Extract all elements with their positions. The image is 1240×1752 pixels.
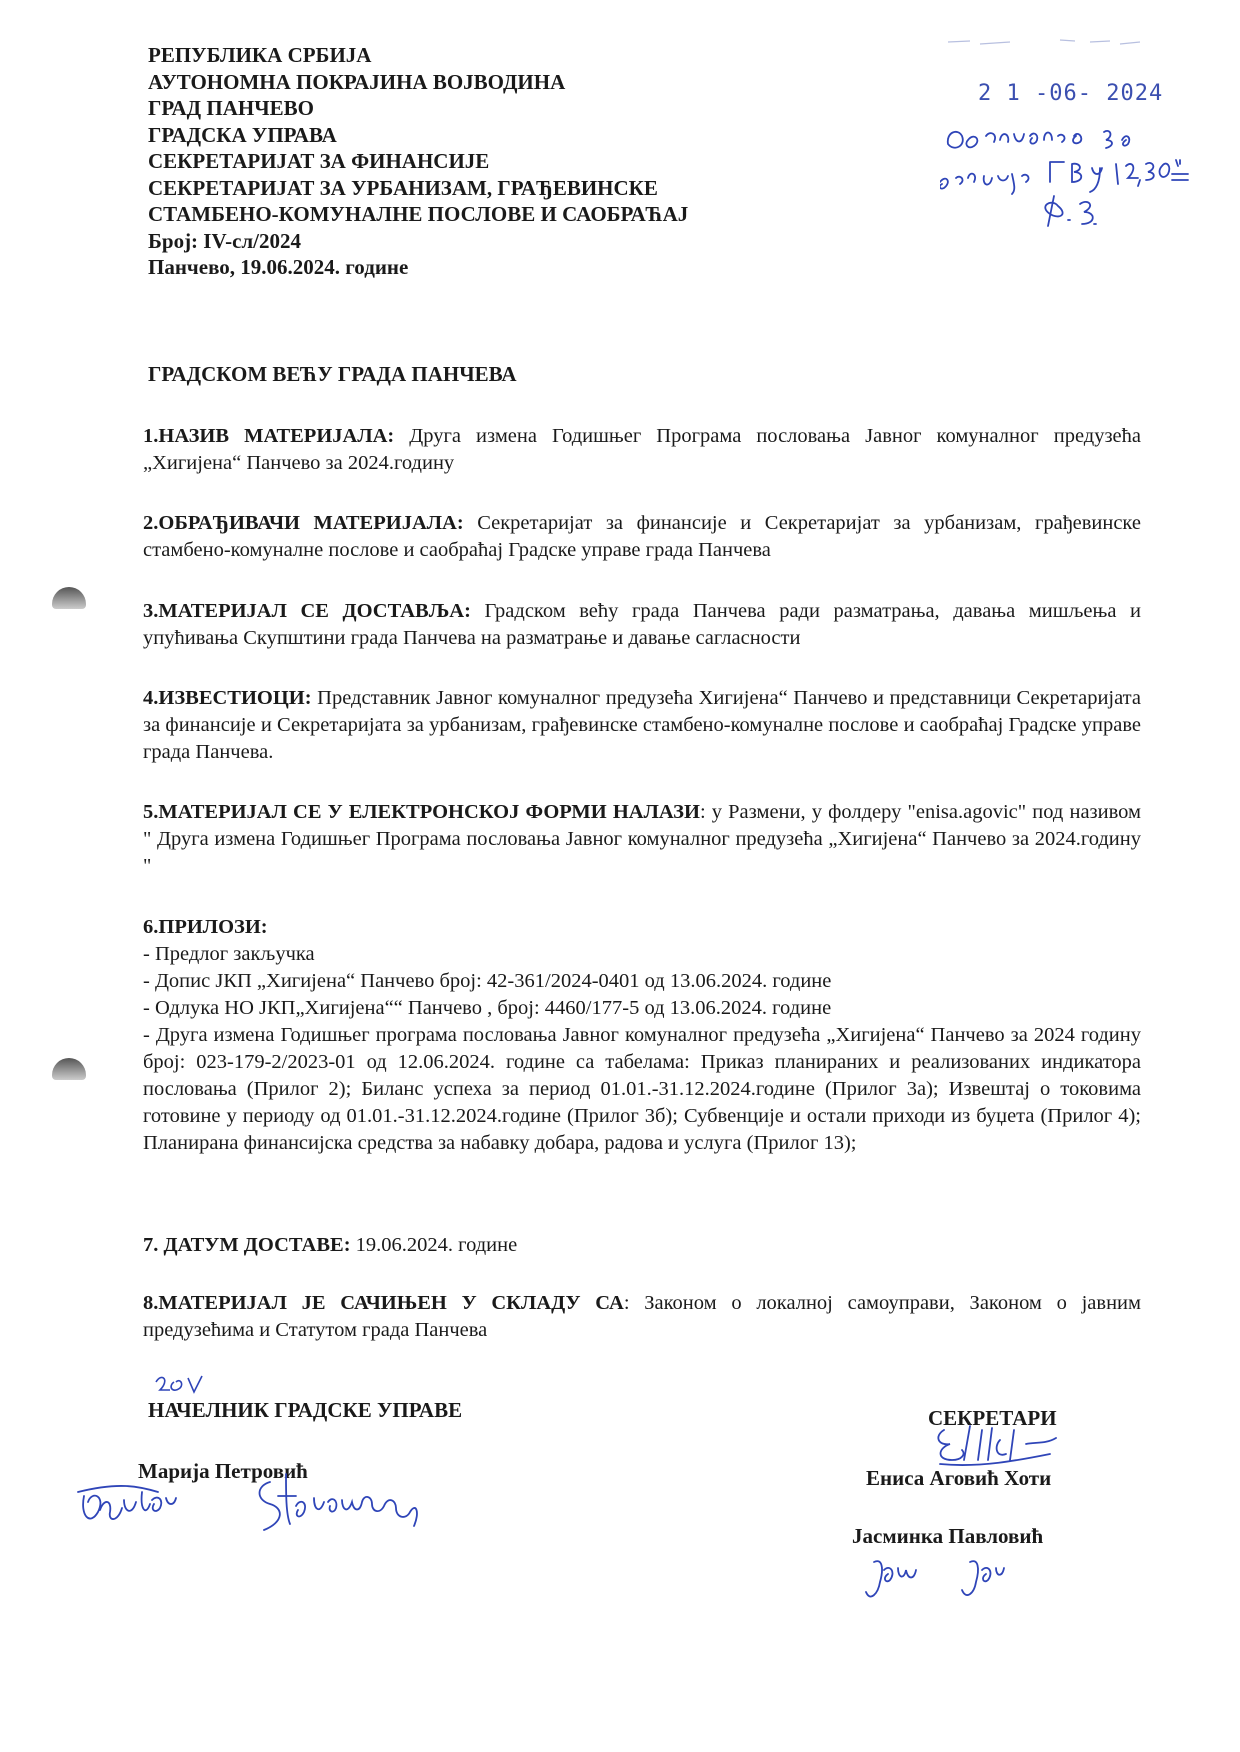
letterhead-line: ГРАДСКА УПРАВА xyxy=(148,122,337,147)
section-5 xyxy=(143,799,1141,880)
left-signatory-title: НАЧЕЛНИК ГРАДСКЕ УПРАВЕ xyxy=(148,1398,463,1422)
letterhead-line: РЕПУБЛИКА СРБИЈА xyxy=(148,43,372,67)
section-1 xyxy=(143,423,1141,477)
attachment-item: - Допис ЈКП „Хигијена“ Панчево број: 42-361/2024-0401 од 13.06.2024. године xyxy=(143,970,832,992)
section-text: Друга измена Годишњег Програма пословања Јавног комуналног предузећа „Хигијена“ Панчево за 2024.годину xyxy=(143,425,1141,474)
section-8 xyxy=(143,1290,1141,1344)
section-label: 8.МАТЕРИЈАЛ ЈЕ САЧИЊЕН У СКЛАДУ СА xyxy=(143,1292,624,1314)
left-signatory-name: Марија Петровић xyxy=(138,1459,308,1483)
section-6 xyxy=(143,914,1141,1157)
section-text: : Законом о локалној самоуправи, Законом о јавним предузећима и Статутом града Панчева xyxy=(143,1292,1141,1341)
section-3 xyxy=(143,598,1141,652)
letterhead-line: СЕКРЕТАРИЈАТ ЗА ФИНАНСИЈЕ xyxy=(148,149,490,173)
stamp-date: 2 1 -06- 2024 xyxy=(978,81,1164,106)
letterhead-line: СТАМБЕНО-КОМУНАЛНЕ ПОСЛОВЕ И САОБРАЋАЈ xyxy=(148,202,689,226)
right-signatory-name-1: Ениса Аговић Хоти xyxy=(866,1466,1052,1490)
section-2 xyxy=(143,510,1141,564)
punch-hole xyxy=(52,587,86,609)
attachment-item: - Друга измена Годишњег програма пословања Јавног комуналног предузећа „Хигијена“ Панчево за 2024 годину број: 023-179-2/2023-01 од 12.06.2024. године са табелама: Приказ планираних и реализованих индикатора пословања (Прилог 2); Биланс успеха за период 01.01.-31.12.2024.године (Прилог 3а); Извештај о токовима готовине у периоду од 01.01.-31.12.2024.године (Прилог 3б); Субвенције и остали приходи из буџета (Прилог 4); Планирана финансијска средства за набавку добара, радова и услуга (Прилог 13); xyxy=(143,1024,1141,1154)
section-7 xyxy=(143,1232,1141,1259)
section-text: : у Размени, у фолдеру "enisa.agovic" под називом " Друга измена Годишњег Програма пословања Јавног комуналног предузећа „Хигијена“ Панчево за 2024.годину " xyxy=(143,801,1141,877)
right-signatory-title: СЕКРЕТАРИ xyxy=(928,1406,1057,1430)
letterhead-line: АУТОНОМНА ПОКРАЈИНА ВОЈВОДИНА xyxy=(148,69,566,94)
section-label: 1.НАЗИВ МАТЕРИЈАЛА: xyxy=(143,425,395,447)
document-number: Број: IV-сл/2024 xyxy=(148,228,302,253)
right-signature-2 xyxy=(860,1552,1040,1612)
section-label: 7. ДАТУМ ДОСТАВЕ: xyxy=(143,1234,351,1256)
document-date: Панчево, 19.06.2024. године xyxy=(148,255,409,279)
attachment-item: - Предлог закључка xyxy=(143,943,315,965)
left-signature xyxy=(70,1470,480,1540)
punch-hole xyxy=(52,1058,86,1080)
letterhead-line: СЕКРЕТАРИЈАТ ЗА УРБАНИЗАМ, ГРАЂЕВИНСКЕ xyxy=(148,175,658,200)
letterhead xyxy=(148,42,688,281)
section-text: Представник Јавног комуналног предузећа Хигијена“ Панчево и представници Секретаријата за финансије и Секретаријата за урбанизам, грађевинске стамбено-комуналне послове и саобраћај Градске управе града Панчева. xyxy=(143,687,1141,763)
section-label: 6.ПРИЛОЗИ: xyxy=(143,916,268,938)
addressee: ГРАДСКОМ ВЕЋУ ГРАДА ПАНЧЕВА xyxy=(148,362,517,386)
section-label: 5.МАТЕРИЈАЛ СЕ У ЕЛЕКТРОНСКОЈ ФОРМИ НАЛАЗИ xyxy=(143,801,700,823)
section-label: 4.ИЗВЕСТИОЦИ: xyxy=(143,687,312,709)
section-4 xyxy=(143,685,1141,766)
letterhead-line: ГРАД ПАНЧЕВО xyxy=(148,96,314,120)
section-text: Секретаријат за финансије и Секретаријат за урбанизам, грађевинске стамбено-комуналне послове и саобраћај Градске управе града Панчева xyxy=(143,512,1141,561)
section-text: Градском већу града Панчева ради разматрања, давања мишљења и упућивања Скупштини града Панчева на разматрање и давање сагласности xyxy=(143,600,1141,649)
attachment-item: - Одлука НО ЈКП„Хигијена““ Панчево , број: 4460/177-5 од 13.06.2024. године xyxy=(143,997,832,1019)
section-text: 19.06.2024. године xyxy=(350,1234,518,1256)
handwritten-note xyxy=(940,36,1200,236)
section-label: 2.ОБРАЂИВАЧИ МАТЕРИЈАЛА: xyxy=(143,512,464,534)
receipt-stamp xyxy=(940,36,1200,236)
right-signatory-name-2: Јасминка Павловић xyxy=(852,1524,1044,1548)
section-label: 3.МАТЕРИЈАЛ СЕ ДОСТАВЉА: xyxy=(143,600,471,622)
